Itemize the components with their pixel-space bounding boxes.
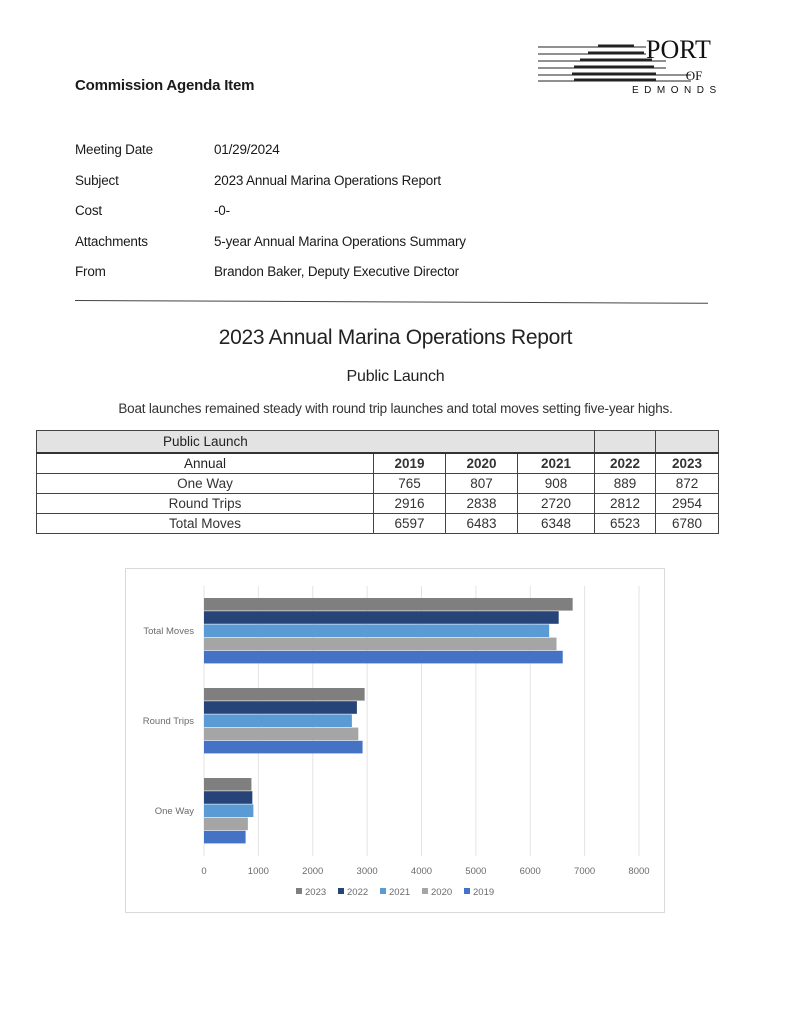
table-cell: 2812	[595, 494, 656, 514]
bar-2021-round-trips	[204, 714, 352, 727]
summary-text: Boat launches remained steady with round trip launches and total moves setting five-year highs.	[118, 401, 673, 416]
meta-label: From	[75, 264, 106, 279]
bar-2020-round-trips	[204, 728, 358, 741]
legend-label: 2020	[431, 887, 453, 898]
table-group-header	[37, 431, 719, 454]
meta-label: Meeting Date	[75, 142, 153, 157]
table-cell: 6483	[446, 514, 518, 534]
bar-chart	[126, 569, 666, 914]
meta-value: 01/29/2024	[214, 142, 280, 157]
table-cell: 908	[518, 474, 595, 494]
table-cell: 807	[446, 474, 518, 494]
table-header-cell: 2023	[656, 453, 719, 474]
legend-label: 2021	[389, 887, 411, 898]
chart-frame	[125, 568, 665, 913]
meta-label: Attachments	[75, 234, 148, 249]
legend-swatch	[296, 888, 302, 894]
table-row	[37, 474, 719, 494]
legend-swatch	[380, 888, 386, 894]
legend-swatch	[422, 888, 428, 894]
bar-2023-one-way	[204, 778, 251, 791]
report-title: 2023 Annual Marina Operations Report	[218, 326, 573, 349]
table-cell: 765	[374, 474, 446, 494]
table-cell: 889	[595, 474, 656, 494]
agenda-title: Commission Agenda Item	[75, 77, 255, 94]
legend-label: 2023	[305, 887, 327, 898]
bar-2021-total-moves	[204, 624, 549, 637]
table-cell	[595, 431, 656, 454]
table-cell: 6780	[656, 514, 719, 534]
table-header-cell: 2020	[446, 453, 518, 474]
x-tick-label: 3000	[356, 866, 378, 877]
table-cell: 6523	[595, 514, 656, 534]
bar-2020-total-moves	[204, 638, 557, 651]
legend-label: 2022	[347, 887, 369, 898]
table-group-label: Public Launch	[37, 431, 595, 454]
table-cell	[656, 431, 719, 454]
table-row-label: Round Trips	[37, 494, 374, 514]
bar-2022-one-way	[204, 791, 252, 804]
table-cell: 2954	[656, 494, 719, 514]
category-label: Total Moves	[143, 626, 194, 637]
logo-edmonds-text: EDMONDS	[632, 85, 720, 96]
table-header-cell: Annual	[37, 453, 374, 474]
table-header-cell: 2021	[518, 453, 595, 474]
table-row	[37, 514, 719, 534]
bar-2022-total-moves	[204, 611, 559, 624]
table-cell: 6348	[518, 514, 595, 534]
bar-2019-total-moves	[204, 651, 563, 664]
category-label: Round Trips	[142, 716, 194, 727]
table-cell: 2916	[374, 494, 446, 514]
logo-port-text: PORT	[646, 35, 711, 64]
table-row	[37, 494, 719, 514]
bar-2021-one-way	[204, 804, 253, 817]
legend-swatch	[338, 888, 344, 894]
table-header-row	[37, 453, 719, 474]
table-cell: 872	[656, 474, 719, 494]
x-tick-label: 1000	[247, 866, 269, 877]
divider	[75, 300, 708, 304]
meta-label: Cost	[75, 203, 102, 218]
meta-value: -0-	[214, 203, 230, 218]
meta-value: 2023 Annual Marina Operations Report	[214, 173, 441, 188]
bar-2023-round-trips	[204, 688, 365, 701]
bar-2019-round-trips	[204, 741, 363, 754]
legend-label: 2019	[473, 887, 495, 898]
bar-2022-round-trips	[204, 701, 357, 714]
port-of-edmonds-logo	[536, 34, 720, 96]
table-cell: 2720	[518, 494, 595, 514]
meta-value: Brandon Baker, Deputy Executive Director	[214, 264, 459, 279]
bar-2019-one-way	[204, 831, 246, 844]
bar-2023-total-moves	[204, 598, 573, 611]
section-title: Public Launch	[346, 368, 445, 385]
x-tick-label: 8000	[628, 866, 650, 877]
public-launch-table	[36, 430, 719, 534]
category-label: One Way	[154, 806, 194, 817]
legend-swatch	[464, 888, 470, 894]
table-header-cell: 2019	[374, 453, 446, 474]
table-cell: 2838	[446, 494, 518, 514]
x-tick-label: 6000	[519, 866, 541, 877]
x-tick-label: 2000	[302, 866, 324, 877]
table-header-cell: 2022	[595, 453, 656, 474]
bar-2020-one-way	[204, 818, 248, 831]
table-row-label: One Way	[37, 474, 374, 494]
logo-graphic	[536, 34, 720, 96]
meta-label: Subject	[75, 173, 119, 188]
x-tick-label: 5000	[465, 866, 487, 877]
x-tick-label: 0	[201, 866, 207, 877]
x-tick-label: 7000	[574, 866, 596, 877]
table-cell: 6597	[374, 514, 446, 534]
x-tick-label: 4000	[410, 866, 433, 877]
meta-value: 5-year Annual Marina Operations Summary	[214, 234, 466, 249]
logo-of-text: OF	[685, 68, 703, 83]
table-row-label: Total Moves	[37, 514, 374, 534]
